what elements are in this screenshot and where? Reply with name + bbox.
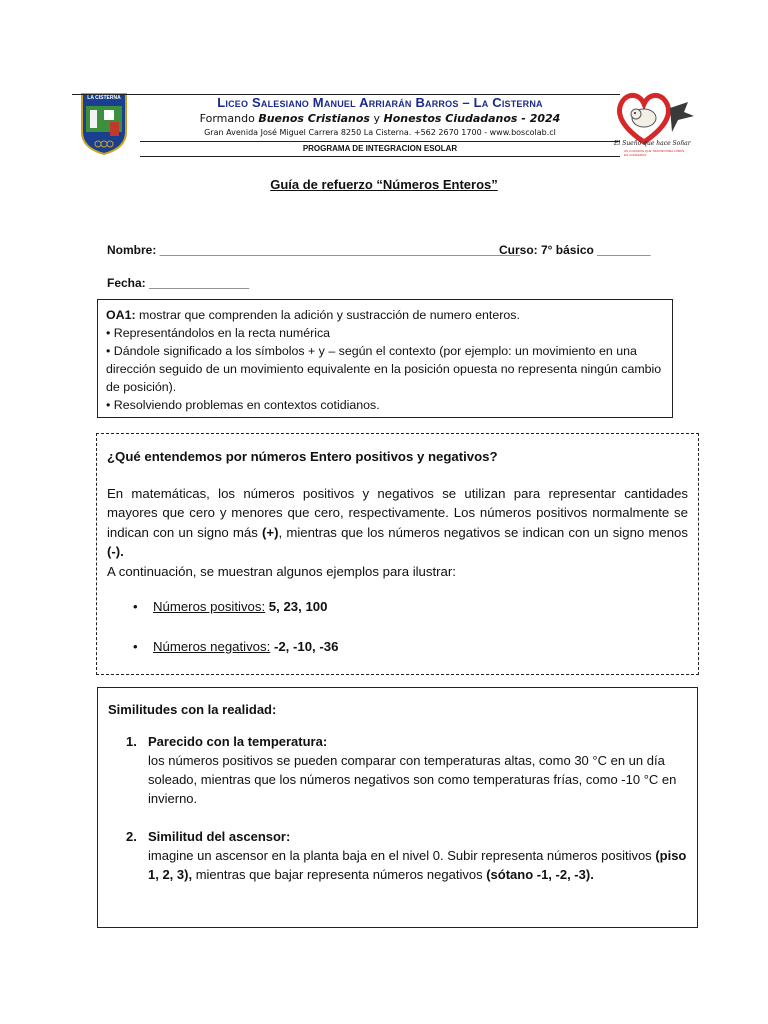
item-text (148, 846, 687, 884)
minus-sign: (-). (107, 544, 124, 559)
similarity-item (108, 827, 687, 884)
motto-prefix: Formando (199, 112, 259, 125)
concept-paragraph (107, 484, 688, 562)
concept-p1a: En matemáticas, los números positivos y negativos se utilizan para representar cantidades mayores que cero y menores que cero, respectivamente. Los números positivos normalmente se indican con un signo más (107, 485, 688, 540)
logo-subcaption: UN CORAZÓN QUE TRANSFORMA LOBOS EN CORDEROS (624, 149, 685, 157)
program-name: PROGRAMA DE INTEGRACION ESOLAR (302, 144, 458, 153)
item-text-d: (sótano -1, -2, -3). (486, 867, 594, 882)
concept-p1b: , mientras que los números negativos se indican con un signo menos (278, 524, 688, 540)
item-heading: Parecido con la temperatura: (148, 734, 328, 749)
similarities-title: Similitudes con la realidad: (108, 702, 277, 717)
similarities-box (97, 687, 698, 928)
objective-bullet: • Dándole significado a los símbolos + y – según el contexto (por ejemplo: un movimiento en una dirección seguido de un movimiento equivalente en la posición opuesta no representa ningún cambio de posición). (106, 344, 662, 394)
example-negative (107, 637, 688, 657)
school-address: Gran Avenida José Miguel Carrera 8250 La Cisterna. +562 2670 1700 - www.boscolab.cl (204, 128, 556, 137)
motto-em1: Buenos Cristianos (258, 112, 370, 125)
concept-question: ¿Qué entendemos por números Entero positivos y negativos? (107, 449, 498, 464)
example-label: Números positivos: (153, 599, 266, 614)
similarity-item (108, 732, 687, 808)
heart-sheep-logo (614, 88, 696, 160)
example-label: Números negativos: (153, 638, 271, 654)
objective-box (97, 299, 673, 418)
logo-caption: El Sueño que hace Soñar (614, 140, 691, 147)
school-crest-logo (80, 92, 128, 156)
objective-bullet: • Resolviendo problemas en contextos cotidianos. (106, 398, 380, 412)
example-positive (107, 597, 688, 617)
header-rule-bottom (140, 156, 620, 157)
header-rule-mid (140, 141, 620, 142)
example-values: 5, 23, 100 (265, 599, 328, 614)
objective-line (106, 306, 664, 324)
guide-title: Guía de refuerzo “Números Enteros” (270, 177, 498, 192)
motto-mid: y (369, 112, 384, 125)
item-text-b: (piso 1, 2, 3), (148, 848, 687, 882)
objective-label: OA1: (106, 308, 136, 322)
name-field[interactable]: Nombre: ______________________________________________________ (107, 243, 521, 257)
concept-box (96, 433, 699, 675)
concept-intro-examples: A continuación, se muestran algunos ejemplos para ilustrar: (107, 563, 456, 579)
school-name: Liceo Salesiano Manuel Arriarán Barros – La Cisterna (217, 95, 543, 110)
course-field[interactable]: Curso: 7° básico ________ (499, 243, 651, 257)
examples-list (107, 597, 688, 656)
item-text-a: imagine un ascensor en la planta baja en el nivel 0. Subir representa números positivos (148, 848, 656, 863)
item-heading: Similitud del ascensor: (148, 829, 291, 844)
crest-label: LA CISTERNA (87, 95, 121, 101)
plus-sign: (+) (262, 524, 279, 540)
objective-text: mostrar que comprenden la adición y sustracción de numero enteros. (135, 308, 520, 322)
item-text: los números positivos se pueden comparar con temperaturas altas, como 30 °C en un día soleado, mientras que los números negativos son como temperaturas frías, como -10 °C en invierno. (148, 753, 677, 806)
item-number: 1. (126, 734, 137, 749)
example-values: -2, -10, -36 (270, 638, 339, 654)
school-motto (140, 112, 620, 125)
item-text-c: mientras que bajar representa números negativos (192, 867, 487, 882)
item-number: 2. (126, 829, 137, 844)
date-field[interactable]: Fecha: _______________ (107, 276, 250, 290)
motto-em2: Honestos Ciudadanos - 2024 (383, 112, 561, 125)
objective-bullet: • Representándolos en la recta numérica (106, 326, 331, 340)
